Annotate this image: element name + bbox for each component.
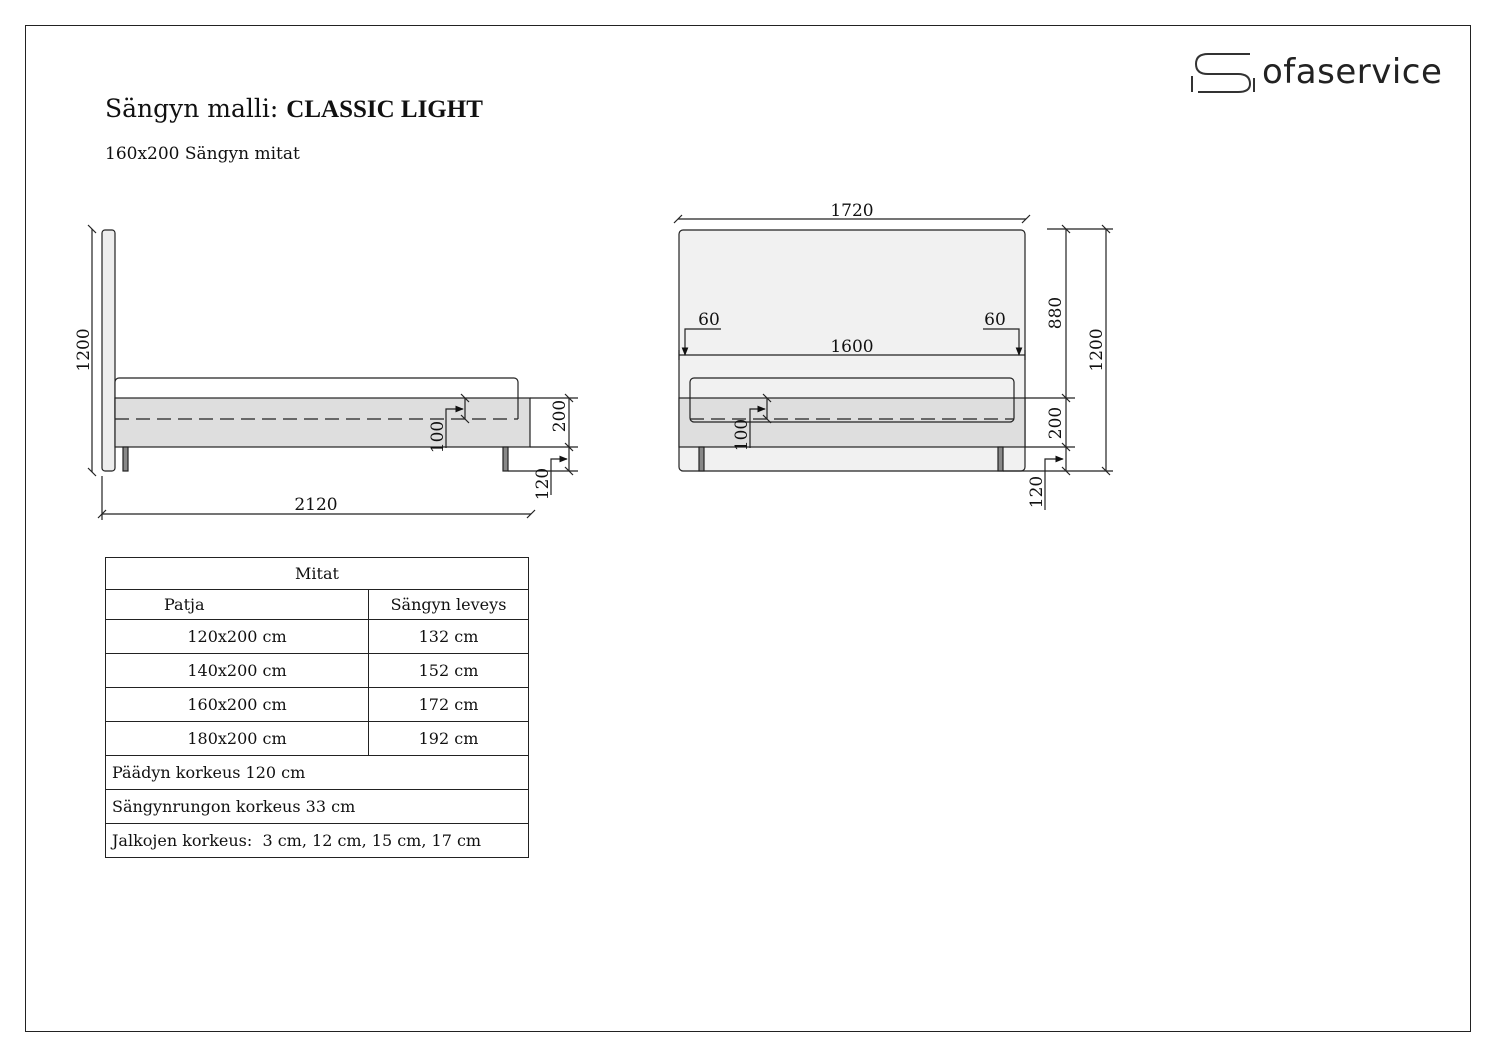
bed-width: 132 cm	[369, 620, 529, 654]
front-dim-inset: 100	[732, 418, 752, 452]
table-row	[106, 654, 529, 688]
front-view	[674, 215, 1113, 510]
side-view	[88, 225, 578, 520]
table-row	[106, 620, 529, 654]
table-row	[106, 790, 529, 824]
side-dim-headboard: 1200	[74, 328, 94, 372]
logo-text: ofaservice	[1262, 52, 1443, 92]
front-dim-right-offset: 60	[984, 310, 1006, 330]
side-leg-front	[123, 447, 128, 471]
bed-width: 172 cm	[369, 688, 529, 722]
table-title: Mitat	[106, 558, 529, 590]
front-dim-headboard-upper: 880	[1046, 296, 1066, 330]
side-dim-inset: 100	[428, 420, 448, 454]
front-dim-inner-width: 1600	[830, 337, 874, 357]
side-leg-back	[503, 447, 508, 471]
front-leg-left	[699, 447, 704, 471]
table-row	[106, 722, 529, 756]
front-dim-total-height: 1200	[1087, 328, 1107, 372]
front-dim-left-offset: 60	[698, 310, 720, 330]
mattress-size: 140x200 cm	[106, 654, 369, 688]
frame-height-note: Sängynrungon korkeus 33 cm	[106, 790, 529, 824]
leg-height-note: Jalkojen korkeus: 3 cm, 12 cm, 15 cm, 17 cm	[106, 824, 529, 858]
side-dim-leg: 120	[533, 467, 553, 501]
model-name: CLASSIC LIGHT	[286, 96, 483, 123]
table-row	[106, 756, 529, 790]
mattress-size: 180x200 cm	[106, 722, 369, 756]
headboard-height-note: Päädyn korkeus 120 cm	[106, 756, 529, 790]
front-dim-frame: 200	[1046, 406, 1066, 440]
dimensions-table	[105, 557, 529, 858]
table-title-row	[106, 558, 529, 590]
front-dim-total-width: 1720	[830, 201, 874, 221]
title-prefix: Sängyn malli:	[105, 94, 287, 123]
mattress-size: 120x200 cm	[106, 620, 369, 654]
page-subtitle: 160x200 Sängyn mitat	[105, 144, 300, 164]
bed-width: 192 cm	[369, 722, 529, 756]
side-headboard	[102, 230, 115, 471]
side-dim-frame: 200	[550, 399, 570, 433]
table-row	[106, 824, 529, 858]
bed-width: 152 cm	[369, 654, 529, 688]
front-leg-right	[998, 447, 1003, 471]
col-width-header: Sängyn leveys	[369, 590, 529, 620]
mattress-size: 160x200 cm	[106, 688, 369, 722]
side-dim-length: 2120	[294, 495, 338, 515]
col-mattress-header: Patja	[106, 590, 369, 620]
front-dim-leg: 120	[1027, 475, 1047, 509]
table-header-row	[106, 590, 529, 620]
table-row	[106, 688, 529, 722]
